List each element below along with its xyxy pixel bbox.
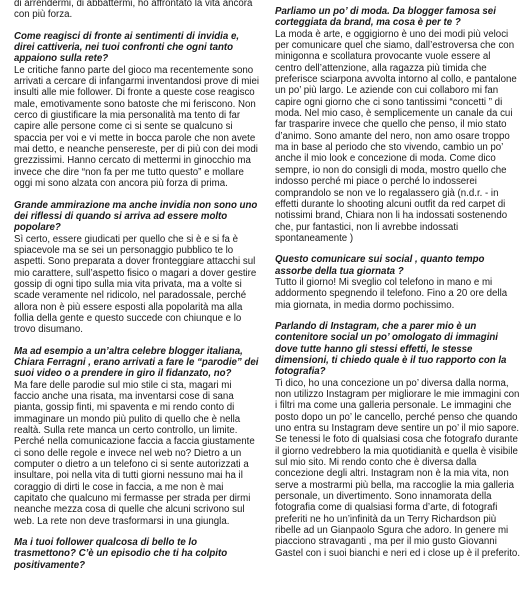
left-column [14,0,259,616]
interview-question: Questo comunicare sui social , quanto tempo assorbe della tua giornata ? [275,254,485,277]
right-column [275,0,520,616]
interview-question: Grande ammirazione ma anche invidia non sono uno dei riflessi di quando si arriva ad essere molto popolare? [14,199,258,234]
interview-answer: La moda è arte, e oggigiorno è uno dei modi più veloci per comunicare quel che siamo, dall’estroversa che con minigonna e scollatura provocante vuole essere al centro dell’attenzione, alla ragazza più timida che preferisce sciarpona avvolta intorno al collo, e pantalone un po’ più largo. Le aziende con cui collaboro mi fan capire ogni giorno che ci sono tantissimi “concetti ” di moda. Nel mio caso, è semplicemente un canale da cui far trasparire invece che quello che penso, il mio stato d’animo. Sono amante del nero, non amo osare troppo ma in base al periodo che sto vivendo, cambio un po’ anche il mio look e concezione di moda. Come dico sempre, io non do consigli di moda, mostro quello che indosso perché mi piace o perché lo indosserei comprandolo se non ve lo regalassero già (n.d.r. - in effetti durante lo shooting alcuni outfit da red carpet di notissimi brand, Chiara non li ha indossati sostenendo che, pur fantastici, non li avrebbe indossati spontaneamente ) [275,28,517,244]
interview-question: Parliamo un po’ di moda. Da blogger famosa sei corteggiata da brand, ma cosa è per te ? [275,6,496,29]
interview-answer: Ti dico, ho una concezione un po’ diversa dalla norma, non utilizzo Instagram per migliorare le mie immagini con i filtri ma come una galleria personale. Le immagini che posto dopo un po’ le cancello, perché penso che quando uno entra su Instagram deve sentire un po’ il mio sapore. Se tenessi le foto di qualsiasi cosa che fotografo durante il giorno vedrebbero la mia quotidianità e quella è visibile sul mio sito. Mi rendo conto che è diversa dalla concezione degli altri. Instagram non è la mia vita, non serve a mostrarmi più bella, ma raccoglie la mia galleria personale, un divertimento. Sono innamorata della fotografia come di qualsiasi forma d’arte, di fotografi preferiti ne ho un’infinità da un Terry Richardson più ribelle ad un Gianpaolo Sgura che adoro. In genere mi piacciono stravaganti , ma per il mio gusto Giovanni Gastel con i suoi bianchi e neri ed i close up è il preferito. [275,377,520,559]
paragraph: di arrendermi, di abbattermi, ho affrontato la vita ancora con più forza. [14,0,253,21]
interview-question: Parlando di Instagram, che a parer mio è un contenitore social un po’ omologato di immagini dove tutte hanno gli stessi effetti, le stesse dimensioni, ti chiedo quale è il tuo rapporto con la fotografia? [275,320,507,378]
interview-answer: Tutto il giorno! Mi sveglio col telefono in mano e mi addormento spegnendo il telefono. Fino a 20 ore della mia giornata, in media dormo pochissimo. [275,276,508,311]
interview-answer: Le critiche fanno parte del gioco ma recentemente sono arrivati a cercare di infangarmi inventandosi prove di miei insulti alle mie follower. Di fronte a queste cose reagisco male, emotivamente sono batoste che mi feriscono. Non cerco di giustificare la mia personalità ma tento di far capire alle persone come ci si sente se qualcuno si spaccia per voi e vi mette in bocca parole che non avete mai detto, e neanche pensereste, per di più con dei modi grezzissimi. Hanno cercato di mettermi in ginocchio ma invece che dire “non fa per me tutto questo” e mollare oggi mi sono alzata con ancora più forza di prima. [14,64,259,190]
interview-answer: Sì certo, essere giudicati per quello che si è e si fa è spiacevole ma se sei un personaggio pubblico te lo aspetti. Sono preparata a dover fronteggiare attacchi sul mio carattere, sull’aspetto fisico o magari a dover gestire gossip di ogni tipo sulla mia vita privata, ma a volte si scade veramente nel ridicolo, nel paradossale, perché allora non è più essere esposti alla popolarità ma alla follia della gente e questo succede con chiunque e lo trovo disumano. [14,233,257,336]
interview-question: Ma i tuoi follower qualcosa di bello te lo trasmettono? C’è un episodio che ti ha colpito positivamente? [14,537,228,571]
interview-answer: Ma fare delle parodie sul mio stile ci sta, magari mi faccio anche una risata, ma inventarsi cose di sana pianta, gossip finti, mi spaventa e mi rendo conto di immaginare un mondo più pulito di quello che è nella realtà. Sulla rete manca un certo controllo, un limite. Perché nella comunicazione faccia a faccia giustamente ci sono delle regole e invece nel web no? Dietro a un computer o dietro a un telefono ci si sente autorizzati a insultare, poi nella vita di tutti giorni nessuno mai ha il coraggio di dirti le cose in faccia, a me non è mai capitato che qualcuno mi fermasse per strada per dirmi neanche mezza cosa di quelle che alcuni scrivono sul web. La rete non deve trasformarsi in una giungla. [14,379,255,527]
interview-question: Ma ad esempio a un’altra celebre blogger italiana, Chiara Ferragni , erano arrivati a fare le “parodie” dei suoi video o a prendere in giro il fidanzato, no? [14,345,259,380]
interview-question: Come reagisci di fronte ai sentimenti di invidia e, direi cattiveria, nei tuoi confronti che ogni tanto appaiono sulla rete? [14,30,240,65]
